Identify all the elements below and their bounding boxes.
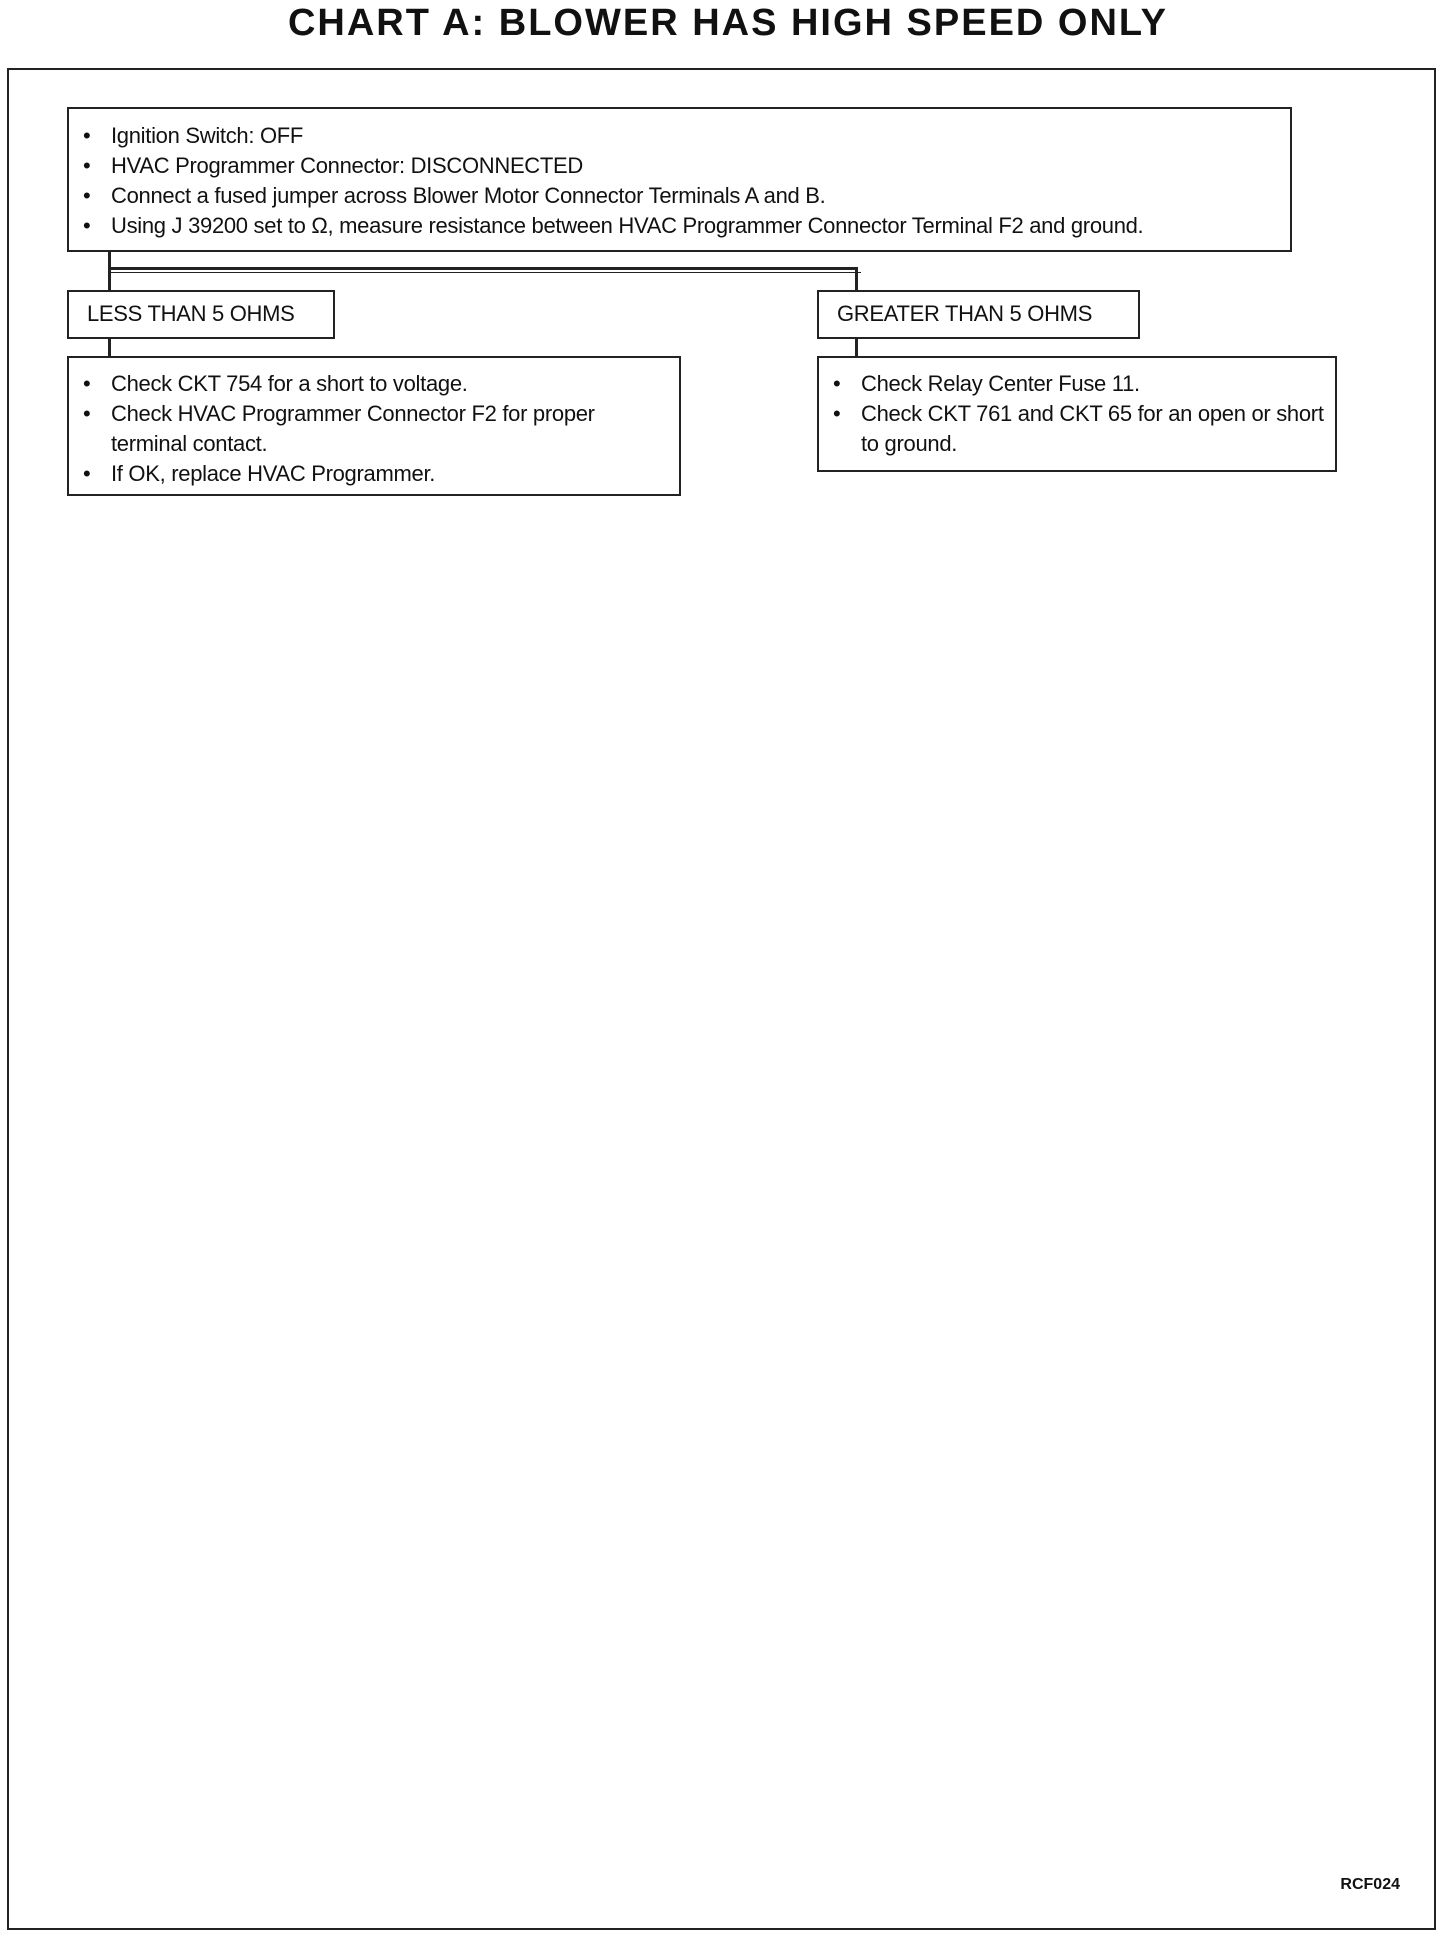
connector-stem-right-result [855,339,858,357]
initial-step-list [69,121,1290,241]
branch-label-less-than-5-ohms [67,290,335,339]
branch-label-text: LESS THAN 5 OHMS [87,301,295,326]
initial-step-item: • Using J 39200 set to Ω, measure resistance between HVAC Programmer Connector Terminal F2 and ground. [69,211,1290,241]
initial-step-item: • HVAC Programmer Connector: DISCONNECTED [69,151,1290,181]
chart-title: CHART A: BLOWER HAS HIGH SPEED ONLY [287,2,1168,44]
branch-result-list [69,369,669,489]
branch-label-greater-than-5-ohms [817,290,1140,339]
branch-result-less-than-5-ohms [67,356,681,496]
figure-code: RCF024 [1340,1876,1400,1893]
connector-stem-right [855,267,858,290]
initial-step-box [67,107,1292,252]
connector-stem-main [108,252,111,290]
connector-horizontal-shadow [111,272,861,273]
connector-stem-left-result [108,339,111,357]
branch-result-item: • Check HVAC Programmer Connector F2 for proper terminal contact. [69,399,669,459]
initial-step-item: • Ignition Switch: OFF [69,121,1290,151]
branch-result-list [819,369,1325,459]
branch-result-item: • If OK, replace HVAC Programmer. [69,459,669,489]
connector-horizontal [108,267,858,270]
branch-label-text: GREATER THAN 5 OHMS [837,301,1093,326]
initial-step-item: • Connect a fused jumper across Blower Motor Connector Terminals A and B. [69,181,1290,211]
branch-result-item: • Check Relay Center Fuse 11. [819,369,1325,399]
branch-result-item: • Check CKT 754 for a short to voltage. [69,369,669,399]
chart-frame [7,68,1436,1930]
branch-result-greater-than-5-ohms [817,356,1337,472]
branch-result-item: • Check CKT 761 and CKT 65 for an open or short to ground. [819,399,1325,459]
